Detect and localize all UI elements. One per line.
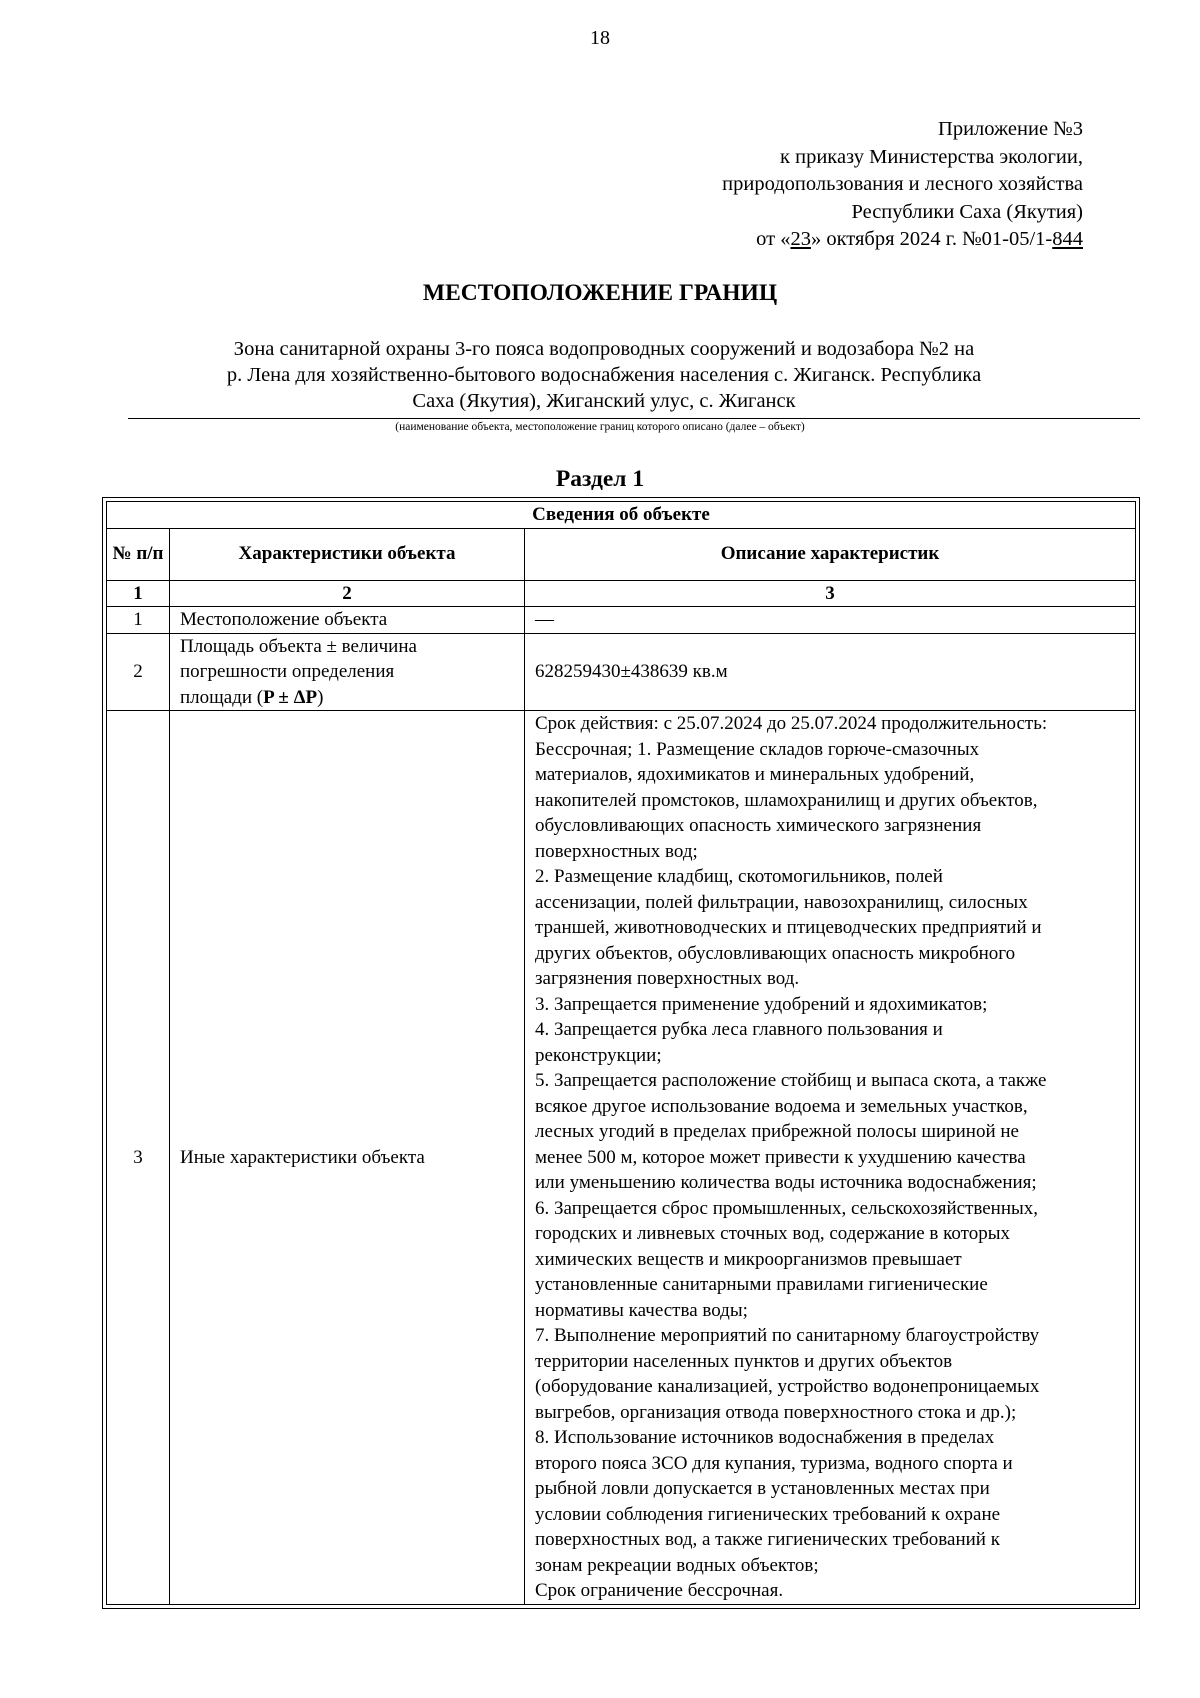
object-underline: [128, 418, 1140, 419]
description-line: нормативы качества воды;: [535, 1299, 748, 1321]
description-line: материалов, ядохимикатов и минеральных удобрений,: [535, 764, 975, 785]
description-line: химических веществ и микроорганизмов превышает: [535, 1248, 962, 1270]
header-characteristic: Характеристики объекта: [170, 528, 525, 580]
row-value: 628259430±438639 кв.м: [525, 633, 1136, 711]
appendix-block: [722, 116, 1083, 254]
header-number: № п/п: [107, 528, 170, 580]
appendix-line: к приказу Министерства экологии,: [780, 145, 1083, 168]
description-line: поверхностных вод;: [535, 840, 698, 862]
section-title: Раздел 1: [555, 466, 645, 492]
object-description-line: Зона санитарной охраны 3-го пояса водопроводных сооружений и водозабора №2 на: [233, 338, 975, 360]
table-caption-row: [107, 502, 1136, 529]
description-line: загрязнения поверхностных вод.: [535, 968, 800, 989]
table-row: [107, 607, 1136, 634]
description-line: траншей, животноводческих и птицеводческих предприятий и: [535, 917, 1042, 938]
description-line: второго пояса ЗСО для купания, туризма, водного спорта и: [535, 1452, 1013, 1474]
column-number-row: [107, 580, 1136, 607]
row-characteristic: Местоположение объекта: [170, 607, 525, 634]
table-header-row: [107, 528, 1136, 580]
description-line: зонам рекреации водных объектов;: [535, 1554, 819, 1576]
appendix-line: Республики Саха (Якутия): [851, 200, 1083, 223]
column-number: 2: [170, 580, 525, 607]
object-caption: (наименование объекта, местоположение границ которого описано (далее – объект): [395, 421, 805, 433]
description-line: (оборудование канализацией, устройство водонепроницаемых: [535, 1376, 1040, 1397]
description-line: всякое другое использование водоема и земельных участков,: [535, 1095, 1028, 1117]
appendix-line: Приложение №3: [938, 118, 1083, 140]
description-line: накопителей промстоков, шламохранилищ и других объектов,: [535, 789, 1038, 811]
table-caption: Сведения об объекте: [107, 502, 1136, 529]
description-line: Срок ограничение бессрочная.: [535, 1580, 784, 1601]
column-number: 3: [525, 580, 1136, 607]
object-description-line: р. Лена для хозяйственно-бытового водоснабжения населения с. Жиганск. Республика: [226, 364, 982, 386]
description-line: поверхностных вод, а также гигиенических требований к: [535, 1529, 1000, 1550]
date-day: 23: [790, 228, 811, 250]
row-characteristic: Иные характеристики объекта: [170, 711, 525, 1605]
page-number: 18: [590, 27, 610, 49]
description-line: или уменьшению количества воды источника водоснабжения;: [535, 1172, 1037, 1193]
table-row: [107, 711, 1136, 1605]
row-characteristic: [170, 633, 525, 711]
description-line: рыбной ловли допускается в установленных местах при: [535, 1478, 990, 1499]
description-line: 8. Использование источников водоснабжения в пределах: [535, 1427, 995, 1448]
date-middle: » октября 2024 г. №01-05/1-: [810, 228, 1053, 250]
object-info-table: [106, 501, 1136, 1605]
description-line: условии соблюдения гигиенических требований к охране: [535, 1503, 1001, 1525]
description-line: городских и ливневых сточных вод, содержание в которых: [535, 1223, 1010, 1244]
row-characteristic-suffix: ): [317, 686, 324, 708]
description-line: реконструкции;: [535, 1044, 662, 1066]
row-value: —: [525, 607, 1136, 634]
description-line: 7. Выполнение мероприятий по санитарному благоустройству: [535, 1325, 1040, 1346]
object-info-table-frame: [102, 497, 1140, 1609]
description-line: установленные санитарными правилами гигиенические: [535, 1274, 988, 1295]
description-line: Бессрочная; 1. Размещение складов горюче-смазочных: [535, 738, 980, 760]
table-row: [107, 633, 1136, 711]
object-description-line: Саха (Якутия), Жиганский улус, с. Жиганск: [412, 390, 796, 412]
row-number: 2: [107, 633, 170, 711]
description-line: выгребов, организация отвода поверхностного стока и др.);: [535, 1401, 1017, 1423]
description-line: обусловливающих опасность химического загрязнения: [535, 815, 982, 836]
description-line: территории населенных пунктов и других объектов: [535, 1350, 953, 1372]
row-number: 3: [107, 711, 170, 1605]
date-prefix: от «: [756, 228, 791, 250]
row-characteristic-text: площади (: [180, 686, 264, 708]
order-number: 844: [1052, 228, 1083, 250]
object-description: [128, 336, 1080, 414]
document-title: МЕСТОПОЛОЖЕНИЕ ГРАНИЦ: [422, 280, 778, 306]
description-line: 3. Запрещается применение удобрений и ядохимикатов;: [535, 993, 988, 1015]
description-line: 5. Запрещается расположение стойбищ и выпаса скота, а также: [535, 1070, 1047, 1091]
row-characteristic-line: Площадь объекта ± величина: [180, 635, 417, 657]
description-line: 4. Запрещается рубка леса главного пользования и: [535, 1019, 943, 1040]
description-line: других объектов, обусловливающих опасность микробного: [535, 942, 1016, 964]
description-line: 2. Размещение кладбищ, скотомогильников, полей: [535, 866, 943, 887]
appendix-line: природопользования и лесного хозяйства: [722, 173, 1083, 195]
description-line: менее 500 м, которое может привести к ухудшению качества: [535, 1146, 1026, 1168]
row-value-description: [525, 711, 1136, 1605]
row-characteristic-line: [180, 685, 514, 711]
description-line: Срок действия: с 25.07.2024 до 25.07.2024 продолжительность:: [535, 713, 1048, 734]
appendix-date-line: [722, 226, 1083, 254]
column-number: 1: [107, 580, 170, 607]
header-description: Описание характеристик: [525, 528, 1136, 580]
row-number: 1: [107, 607, 170, 634]
area-formula: P ± ΔP: [263, 686, 318, 708]
row-characteristic-line: погрешности определения: [180, 661, 395, 682]
description-line: ассенизации, полей фильтрации, навозохранилищ, силосных: [535, 891, 1028, 913]
description-line: 6. Запрещается сброс промышленных, сельскохозяйственных,: [535, 1197, 1039, 1219]
description-line: лесных угодий в пределах прибрежной полосы шириной не: [535, 1121, 1019, 1142]
